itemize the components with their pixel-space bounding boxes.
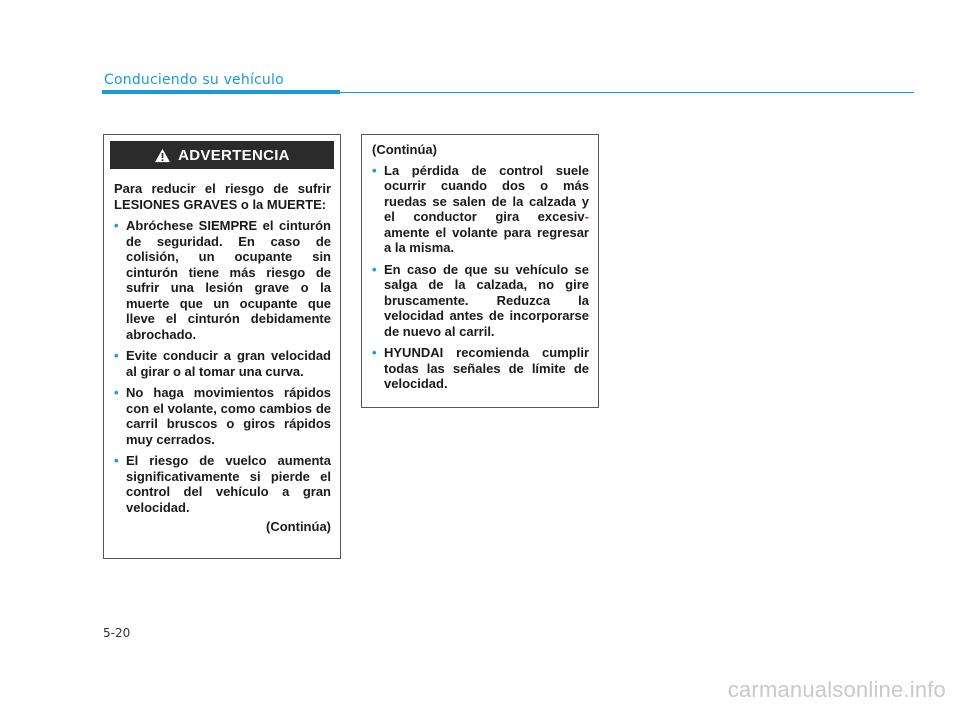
warning-header-label: ADVERTENCIA: [178, 146, 290, 164]
header-rule-thin: [340, 92, 914, 93]
continuation-bullet-list: [372, 163, 589, 392]
bullet-dot-icon: •: [114, 385, 119, 400]
continued-from-label: (Continúa): [372, 142, 437, 157]
continuation-bullet: • En caso de que su vehículo se salga de la calzada, no gire bruscamente. Reduzca la velocidad antes de incorporarse de nuevo al carril.: [372, 261, 589, 339]
warning-header: [110, 141, 334, 169]
warning-intro: Para reducir el riesgo de sufrir LESIONES GRAVES o la MUERTE:: [114, 181, 331, 212]
bullet-dot-icon: •: [114, 348, 119, 363]
section-title: Conduciendo su vehículo: [104, 72, 284, 88]
bullet-dot-icon: •: [372, 162, 377, 178]
bullet-dot-icon: •: [114, 218, 119, 233]
bullet-dot-icon: •: [372, 345, 377, 360]
bullet-dot-icon: •: [114, 453, 119, 468]
page-number: 5-20: [103, 626, 131, 640]
continuation-bullet: • HYUNDAI recomienda cumplir todas las señales de límite de velocidad.: [372, 345, 589, 391]
warning-bullet-list: [114, 218, 331, 515]
warning-bullet: • No haga movimientos rápidos con el volante, como cambios de carril bruscos o giros rápidos muy cerrados.: [114, 385, 331, 447]
warning-bullet: • Evite conducir a gran velocidad al girar o al tomar una curva.: [114, 348, 331, 379]
warning-content: [104, 169, 340, 535]
hyphen-mark: -: [584, 209, 589, 224]
warning-bullet: • Abróchese SIEMPRE el cinturón de seguridad. En caso de colisión, un ocupante sin cinturón tiene más riesgo de sufrir una lesión grave o la muerte que un ocupante que lleve el cinturón debidamente abrochado.: [114, 218, 331, 342]
continuation-content: [362, 135, 598, 392]
bullet-dot-icon: •: [372, 261, 377, 277]
warning-box: [103, 134, 341, 559]
watermark: carmanualsonline.info: [727, 677, 946, 702]
continued-label: (Continúa): [266, 519, 331, 534]
continuation-bullet: • La pérdida de control suele ocurrir cuando dos o más ruedas se salen de la calzada y el conductor gira excesiv-amente el volante para regresar a la misma.: [372, 162, 589, 255]
continuation-box: [361, 134, 599, 408]
warning-triangle-icon: [154, 148, 171, 163]
header-rule-thick: [102, 90, 340, 94]
warning-bullet: • El riesgo de vuelco aumenta significativamente si pierde el control del vehículo a gran velocidad.: [114, 453, 331, 515]
